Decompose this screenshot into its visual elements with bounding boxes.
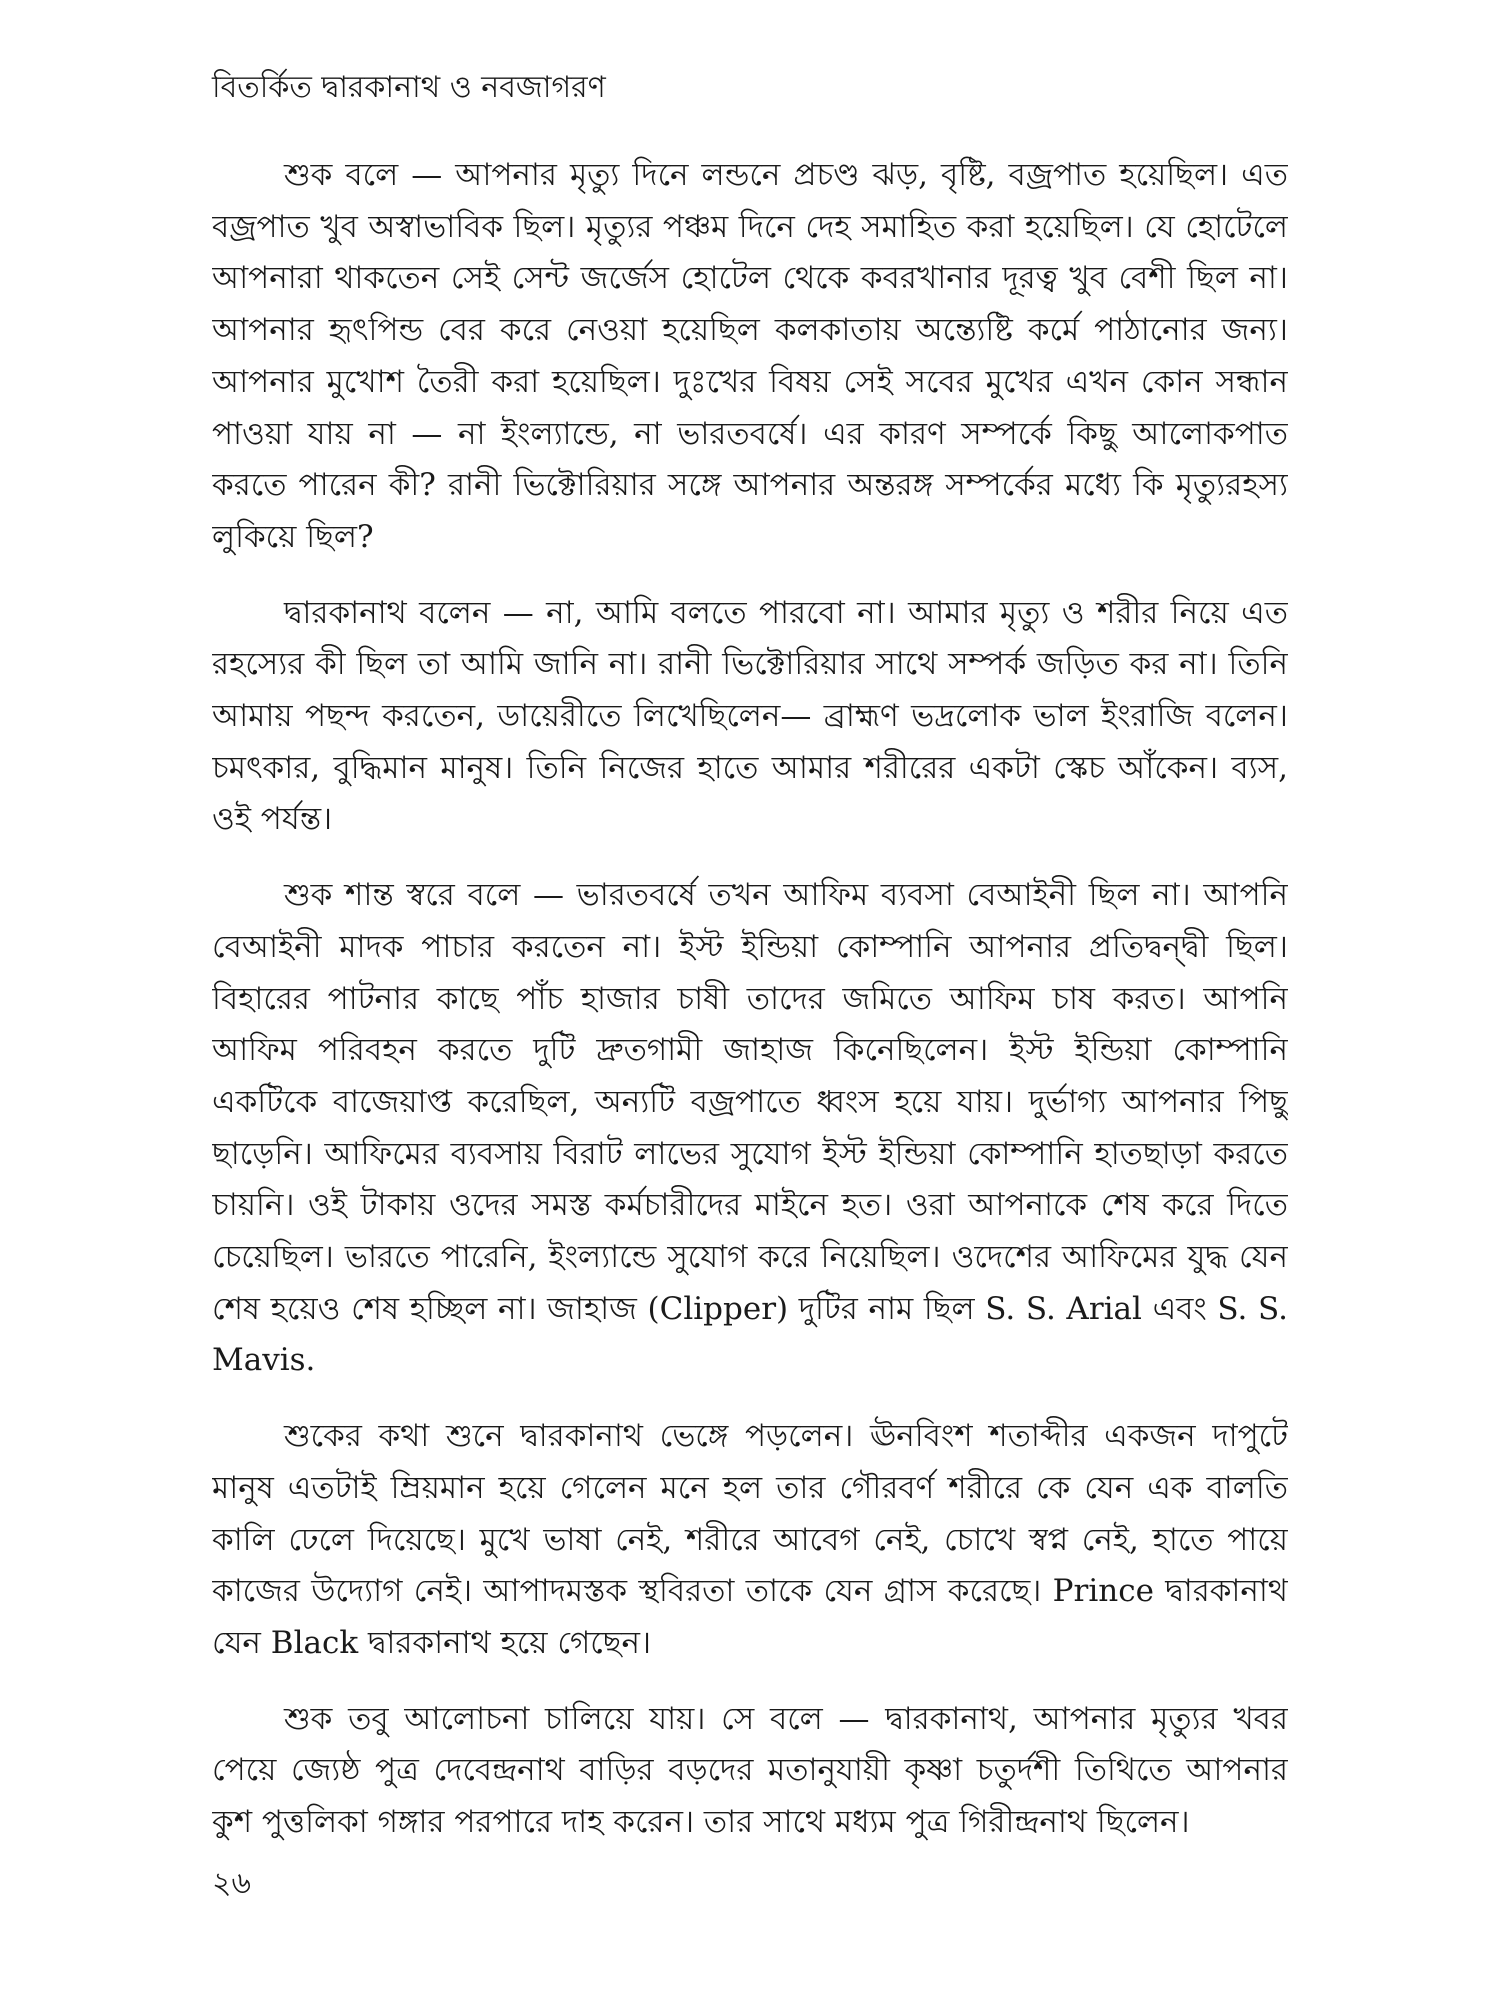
paragraph-1: শুক বলে — আপনার মৃত্যু দিনে লন্ডনে প্রচণ্ড ঝড়, বৃষ্টি, বজ্রপাত হয়েছিল। এত বজ্রপাত খুব অস্বাভাবিক ছিল। মৃত্যুর পঞ্চম দিনে দেহ সমাহিত করা হয়েছিল। যে হোটেলে আপনারা থাকতেন সেই সেন্ট জর্জেস হোটেল থেকে কবরখানার দূরত্ব খুব বেশী ছিল না। আপনার হৃৎপিন্ড বের করে নেওয়া হয়েছিল কলকাতায় অন্ত্যেষ্টি কর্মে পাঠানোর জন্য। আপনার মুখোশ তৈরী করা হয়েছিল। দুঃখের বিষয় সেই সবের মুখের এখন কোন সন্ধান পাওয়া যায় না — না ইংল্যান্ডে, না ভারতবর্ষে। এর কারণ সম্পর্কে কিছু আলোকপাত করতে পারেন কী? রানী ভিক্টোরিয়ার সঙ্গে আপনার অন্তরঙ্গ সম্পর্কের মধ্যে কি মৃত্যুরহস্য লুকিয়ে ছিল?	[212, 157, 1288, 555]
paragraph-4: শুকের কথা শুনে দ্বারকানাথ ভেঙ্গে পড়লেন। ঊনবিংশ শতাব্দীর একজন দাপুটে মানুষ এতটাই ম্রিয়মান হয়ে গেলেন মনে হল তার গৌরবর্ণ শরীরে কে যেন এক বালতি কালি ঢেলে দিয়েছে। মুখে ভাষা নেই, শরীরে আবেগ নেই, চোখে স্বপ্ন নেই, হাতে পায়ে কাজের উদ্যোগ নেই। আপাদমস্তক স্থবিরতা তাকে যেন গ্রাস করেছে। Prince দ্বারকানাথ যেন Black দ্বারকানাথ হয়ে গেছেন।	[212, 1418, 1288, 1661]
paragraph-3: শুক শান্ত স্বরে বলে — ভারতবর্ষে তখন আফিম ব্যবসা বেআইনী ছিল না। আপনি বেআইনী মাদক পাচার করতেন না। ইস্ট ইন্ডিয়া কোম্পানি আপনার প্রতিদ্বন্দ্বী ছিল। বিহারের পাটনার কাছে পাঁচ হাজার চাষী তাদের জমিতে আফিম চাষ করত। আপনি আফিম পরিবহন করতে দুটি দ্রুতগামী জাহাজ কিনেছিলেন। ইস্ট ইন্ডিয়া কোম্পানি একটিকে বাজেয়াপ্ত করেছিল, অন্যটি বজ্রপাতে ধ্বংস হয়ে যায়। দুর্ভাগ্য আপনার পিছু ছাড়েনি। আফিমের ব্যবসায় বিরাট লাভের সুযোগ ইস্ট ইন্ডিয়া কোম্পানি হাতছাড়া করতে চায়নি। ওই টাকায় ওদের সমস্ত কর্মচারীদের মাইনে হত। ওরা আপনাকে শেষ করে দিতে চেয়েছিল। ভারতে পারেনি, ইংল্যান্ডে সুযোগ করে নিয়েছিল। ওদেশের আফিমের যুদ্ধ যেন শেষ হয়েও শেষ হচ্ছিল না। জাহাজ (Clipper) দুটির নাম ছিল S. S. Arial এবং S. S. Mavis.	[212, 877, 1288, 1379]
paragraph-5: শুক তবু আলোচনা চালিয়ে যায়। সে বলে — দ্বারকানাথ, আপনার মৃত্যুর খবর পেয়ে জ্যেষ্ঠ পুত্র দেবেন্দ্রনাথ বাড়ির বড়দের মতানুযায়ী কৃষ্ণা চতুর্দশী তিথিতে আপনার কুশ পুত্তলিকা গঙ্গার পরপারে দাহ করেন। তার সাথে মধ্যম পুত্র গিরীন্দ্রনাথ ছিলেন।	[212, 1700, 1288, 1841]
running-head: বিতর্কিত দ্বারকানাথ ও নবজাগরণ	[212, 70, 606, 105]
page-number: ২৬	[212, 1866, 252, 1901]
body-text	[212, 150, 1288, 1850]
paragraph-2: দ্বারকানাথ বলেন — না, আমি বলতে পারবো না। আমার মৃত্যু ও শরীর নিয়ে এত রহস্যের কী ছিল তা আমি জানি না। রানী ভিক্টোরিয়ার সাথে সম্পর্ক জড়িত কর না। তিনি আমায় পছন্দ করতেন, ডায়েরীতে লিখেছিলেন— ব্রাহ্মণ ভদ্রলোক ভাল ইংরাজি বলেন। চমৎকার, বুদ্ধিমান মানুষ। তিনি নিজের হাতে আমার শরীরের একটা স্কেচ আঁকেন। ব্যস, ওই পর্যন্ত।	[212, 594, 1288, 838]
